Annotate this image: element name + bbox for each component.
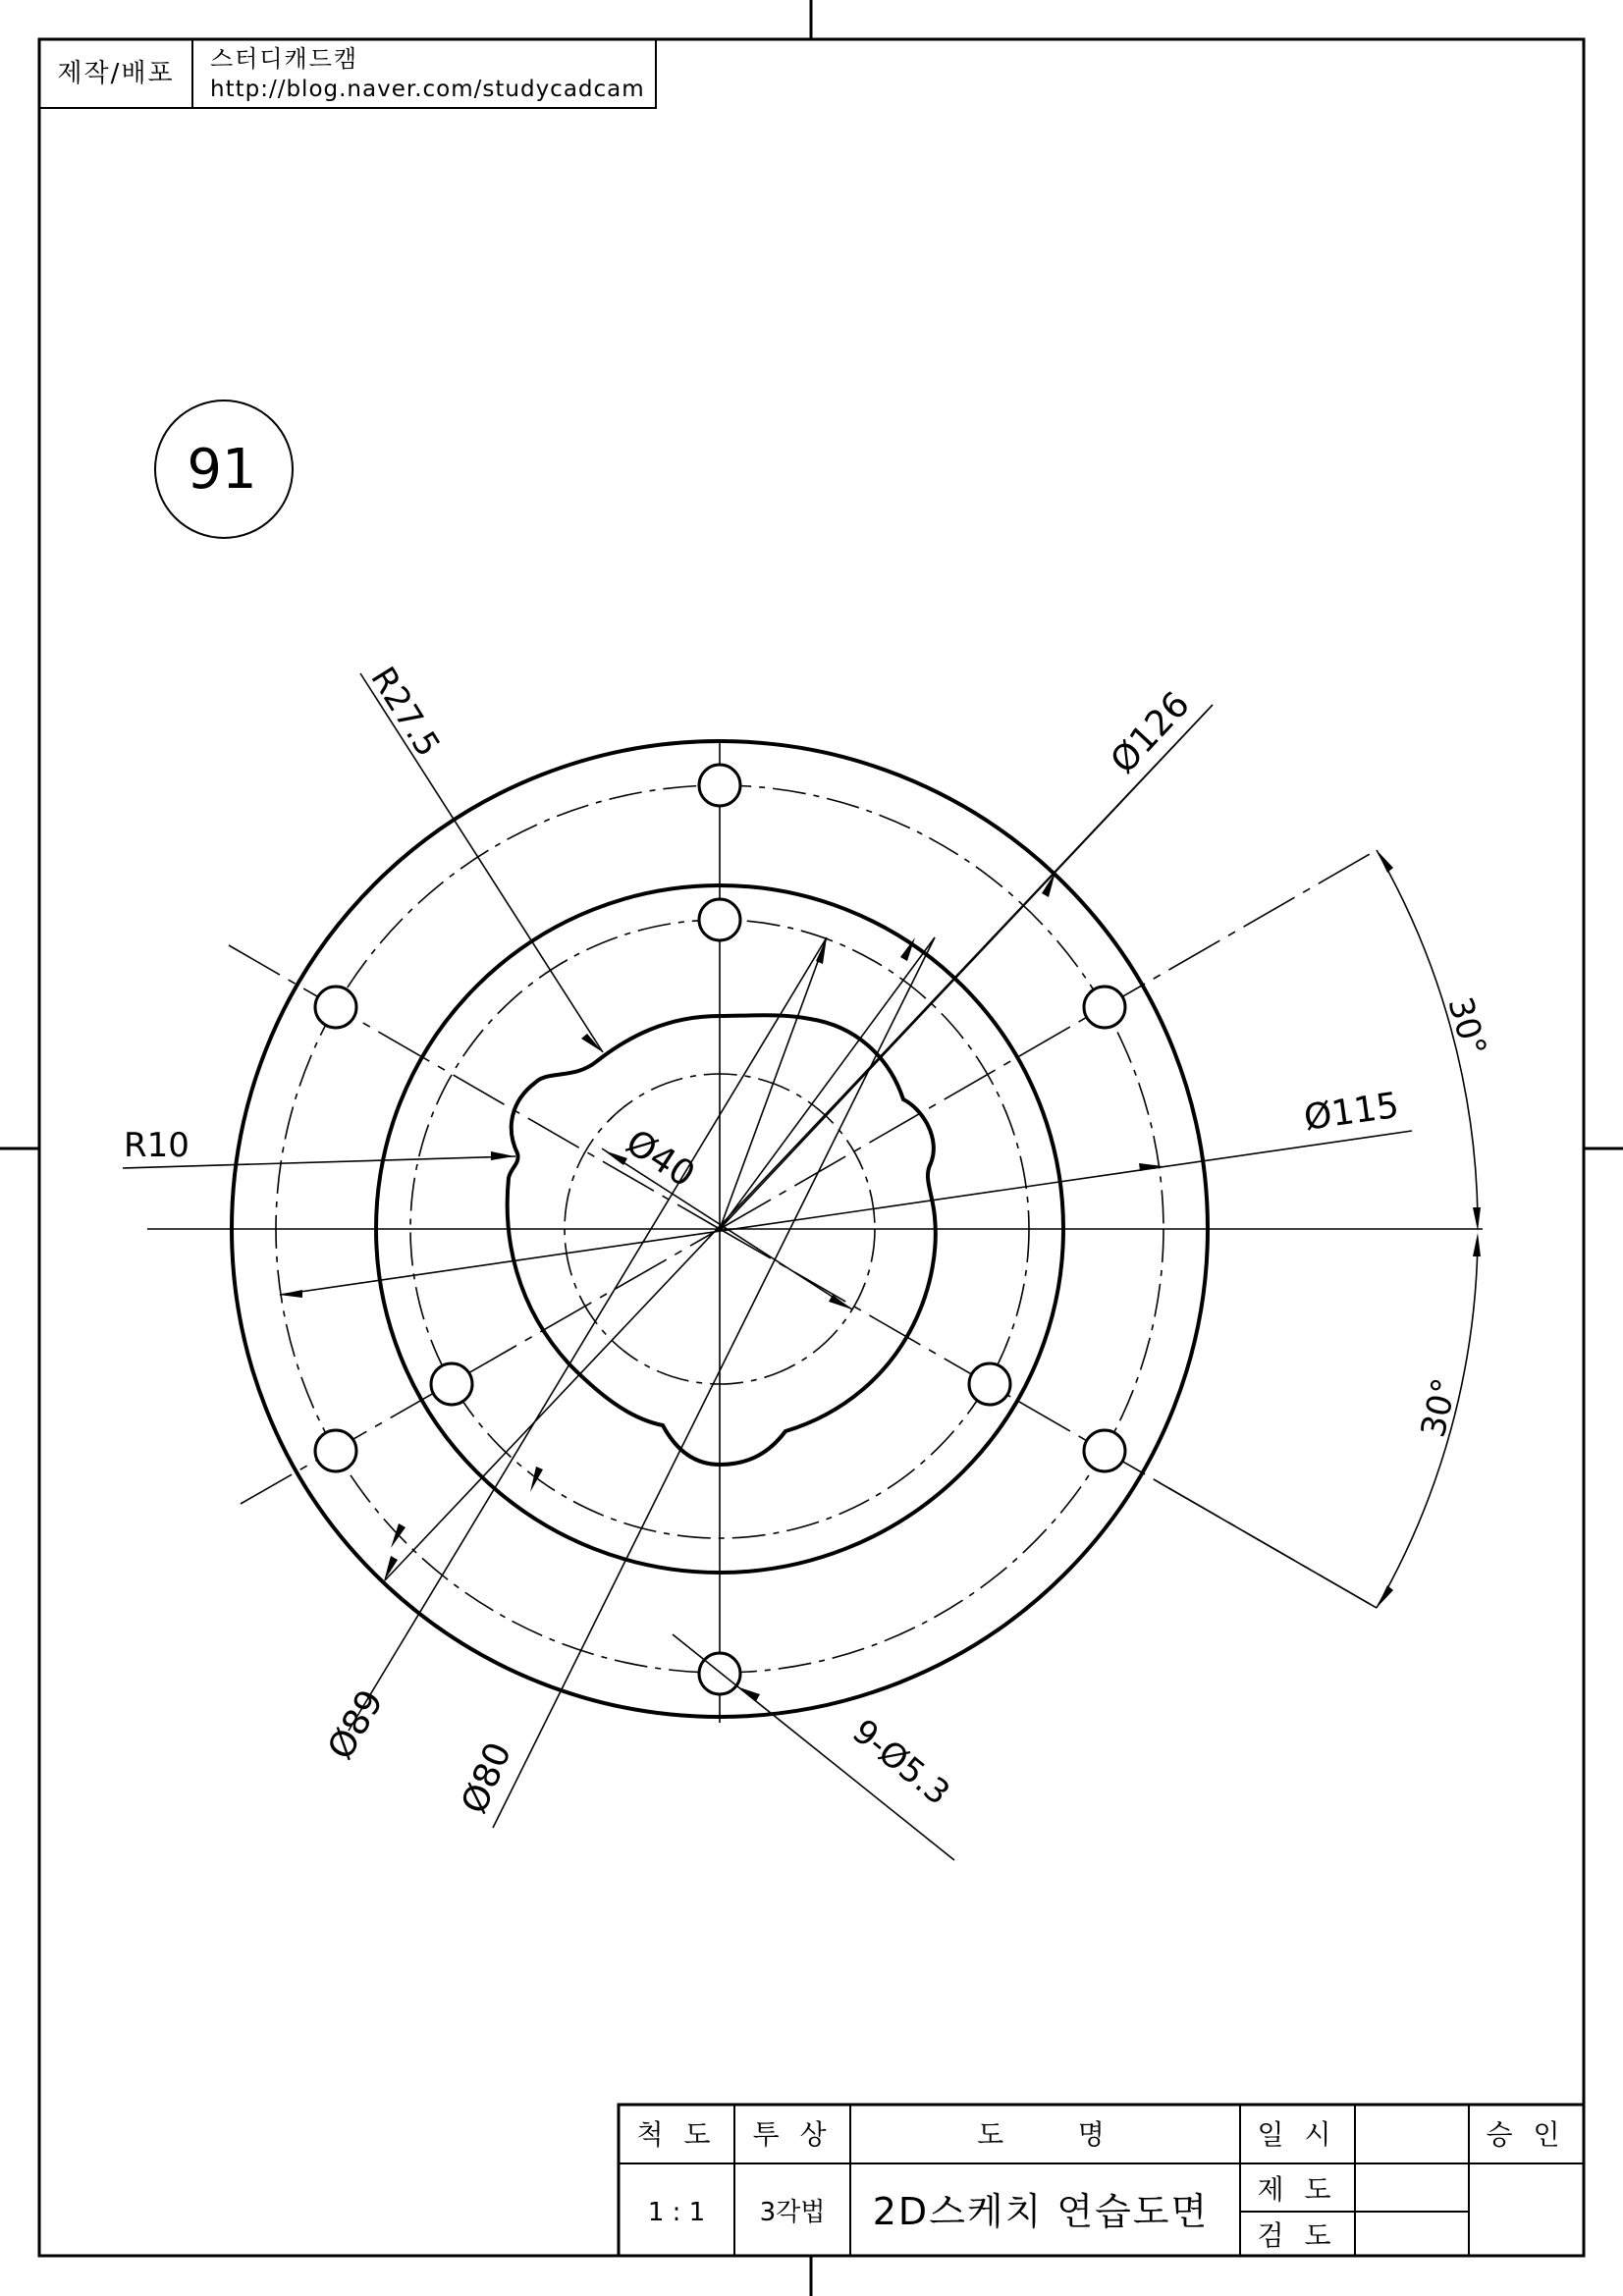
arrow-angle-bot-b xyxy=(1377,1585,1393,1608)
arrow-angle-top-b xyxy=(1473,1207,1481,1231)
dim-text-r10: R10 xyxy=(124,1126,189,1165)
hole xyxy=(1084,1430,1125,1471)
projection-label: 투 상 xyxy=(752,2118,833,2151)
dim-text-holes: 9-Ø5.3 xyxy=(844,1711,957,1814)
hole xyxy=(1084,987,1125,1028)
org-name: 스터디캐드캠 xyxy=(210,45,359,73)
blog-url: http://blog.naver.com/studycadcam xyxy=(210,77,645,102)
projection-value: 3각법 xyxy=(759,2198,826,2227)
dim-text-d115: Ø115 xyxy=(1301,1085,1402,1139)
dim-text-angle-top: 30° xyxy=(1439,992,1494,1061)
dimension-text xyxy=(124,661,1493,1820)
drawing-name-label: 도 명 xyxy=(977,2118,1112,2151)
hole xyxy=(699,765,740,806)
hole xyxy=(969,1363,1010,1405)
scale-value: 1 : 1 xyxy=(647,2198,706,2227)
dim-text-d80: Ø80 xyxy=(454,1736,520,1820)
dim-text-r275: R27.5 xyxy=(362,660,448,765)
arrow-d89-bottom xyxy=(391,1523,406,1548)
hole xyxy=(699,899,740,940)
hole xyxy=(315,1430,356,1471)
dim-text-d89: Ø89 xyxy=(320,1682,392,1767)
date-label: 일 시 xyxy=(1257,2118,1337,2151)
drawing-name: 2D스케치 연습도면 xyxy=(872,2190,1210,2233)
sheet-border xyxy=(39,39,1584,2256)
arrow-d40 xyxy=(829,1295,852,1309)
dim-text-d126: Ø126 xyxy=(1103,684,1198,782)
arrow-d80-bottom xyxy=(530,1467,543,1492)
made-by-label: 제작/배포 xyxy=(57,59,175,88)
arrow-holes xyxy=(736,1686,760,1701)
arrow-angle-top-a xyxy=(1377,850,1393,873)
arrow-angle-bot-a xyxy=(1473,1233,1481,1256)
dimension-lines xyxy=(123,673,1478,1860)
header-box xyxy=(39,39,656,108)
lobed-profile xyxy=(508,1015,936,1465)
dim-line-d89-upper xyxy=(720,937,827,1229)
angle-ext-line-lower xyxy=(1159,1482,1377,1608)
hole xyxy=(315,987,356,1028)
arrow-r10 xyxy=(491,1151,514,1160)
dim-line-d115 xyxy=(280,1131,1412,1295)
scale-label: 척 도 xyxy=(636,2118,717,2151)
approval-label: 승 인 xyxy=(1486,2118,1566,2151)
center-lines xyxy=(147,741,1483,1723)
drawing-number: 91 xyxy=(187,438,257,502)
arrow-d89-top xyxy=(816,937,827,964)
dim-text-d40: Ø40 xyxy=(619,1122,702,1196)
checked-label: 검 도 xyxy=(1257,2219,1337,2252)
drafted-label: 제 도 xyxy=(1257,2173,1337,2206)
hole xyxy=(431,1363,472,1405)
dim-text-angle-bottom: 30° xyxy=(1413,1374,1466,1442)
arrowheads xyxy=(279,850,1481,1701)
hole xyxy=(699,1653,740,1694)
dim-line-d80-upper xyxy=(720,937,935,1229)
title-block-text xyxy=(637,2118,1566,2252)
dim-line-d126-upper xyxy=(720,705,1213,1229)
